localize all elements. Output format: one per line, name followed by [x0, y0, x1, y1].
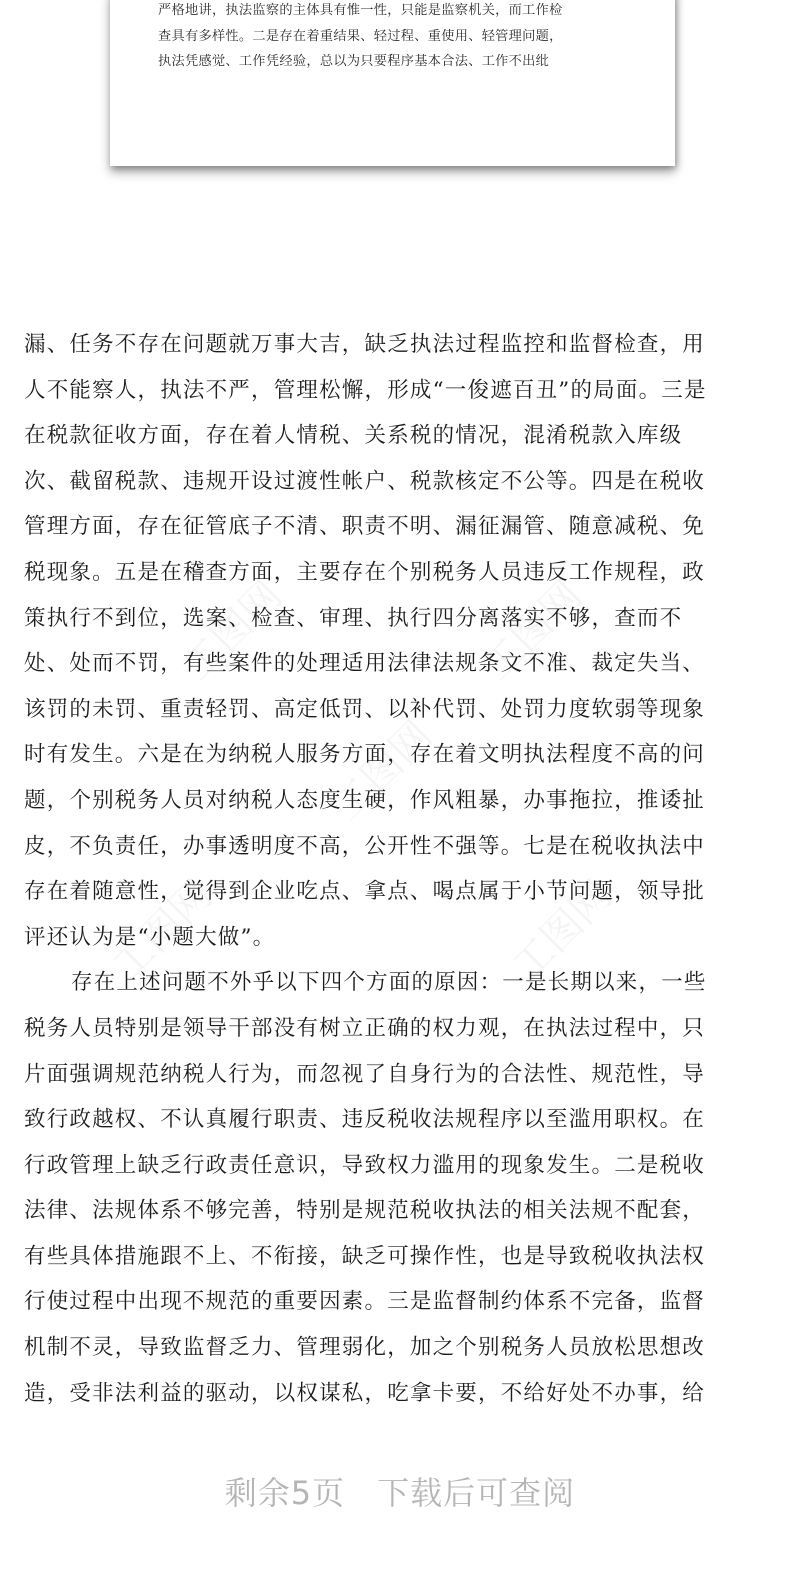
- body-text-line: 人不能察人，执法不严，管理松懈，形成“一俊遮百丑”的局面。三是: [24, 377, 707, 403]
- body-text-line: 有些具体措施跟不上、不衔接，缺乏可操作性，也是导致税收执法权: [24, 1243, 706, 1269]
- paragraph-first-line: 存在上述问题不外乎以下四个方面的原因：一是长期以来，一些: [71, 970, 707, 996]
- body-text-line: 法律、法规体系不够完善，特别是规范税收执法的相关法规不配套，: [24, 1198, 706, 1224]
- body-text-line: 时有发生。六是在为纳税人服务方面，存在着文明执法程度不高的问: [24, 742, 706, 768]
- body-text-line: 次、截留税款、违规开设过渡性帐户、税款核定不公等。四是在税收: [24, 468, 706, 494]
- card-text-line: 执法凭感觉、工作凭经验，总以为只要程序基本合法、工作不出纰: [158, 54, 550, 69]
- card-text-line: 查具有多样性。二是存在着重结果、轻过程、重使用、轻管理问题，: [158, 28, 563, 44]
- remaining-pages-label: 剩余5页: [224, 1474, 346, 1512]
- body-text-line: 处、处而不罚，有些案件的处理适用法律法规条文不准、裁定失当、: [24, 651, 706, 677]
- card-text-line: 严格地讲，执法监察的主体具有惟一性，只能是监察机关，而工作检: [158, 3, 563, 18]
- body-text-line: 皮，不负责任，办事透明度不高，公开性不强等。七是在税收执法中: [24, 833, 706, 859]
- body-text-line: 机制不灵，导致监督乏力、管理弱化，加之个别税务人员放松思想改: [24, 1335, 706, 1361]
- body-text-line: 造，受非法利益的驱动，以权谋私，吃拿卡要，不给好处不办事，给: [24, 1380, 706, 1406]
- body-text-line: 税务人员特别是领导干部没有树立正确的权力观，在执法过程中，只: [24, 1015, 706, 1041]
- body-text-line: 行政管理上缺乏行政责任意识，导致权力滥用的现象发生。二是税收: [24, 1152, 706, 1178]
- body-text-line: 策执行不到位，选案、检查、审理、执行四分离落实不够，查而不: [24, 605, 683, 631]
- body-text-line: 管理方面，存在征管底子不清、职责不明、漏征漏管、随意减税、免: [24, 514, 706, 540]
- document-body: [24, 322, 776, 1416]
- body-text-line: 存在着随意性，觉得到企业吃点、拿点、喝点属于小节问题，领导批: [24, 879, 706, 905]
- download-prompt-banner[interactable]: [0, 1468, 800, 1514]
- body-text-line: 行使过程中出现不规范的重要因素。三是监督制约体系不完备，监督: [24, 1289, 706, 1315]
- body-text-line: 税现象。五是在稽查方面，主要存在个别税务人员违反工作规程，政: [24, 559, 706, 585]
- download-to-view-label: 下载后可查阅: [377, 1474, 576, 1512]
- body-text-line: 致行政越权、不认真履行职责、违反税收法规程序以至滥用职权。在: [24, 1107, 706, 1133]
- body-text-line: 题，个别税务人员对纳税人态度生硬，作风粗暴，办事拖拉，推诿扯: [24, 787, 706, 813]
- body-text-line: 评还认为是“小题大做”。: [24, 924, 276, 950]
- body-text-line: 在税款征收方面，存在着人情税、关系税的情况，混淆税款入库级: [24, 423, 683, 449]
- body-text-line: 片面强调规范纳税人行为，而忽视了自身行为的合法性、规范性，导: [24, 1061, 706, 1087]
- document-page-preview: [110, 0, 675, 166]
- body-text-line: 该罚的未罚、重责轻罚、高定低罚、以补代罚、处罚力度软弱等现象: [24, 696, 706, 722]
- body-text-line: 漏、任务不存在问题就万事大吉，缺乏执法过程监控和监督检查，用: [24, 332, 706, 357]
